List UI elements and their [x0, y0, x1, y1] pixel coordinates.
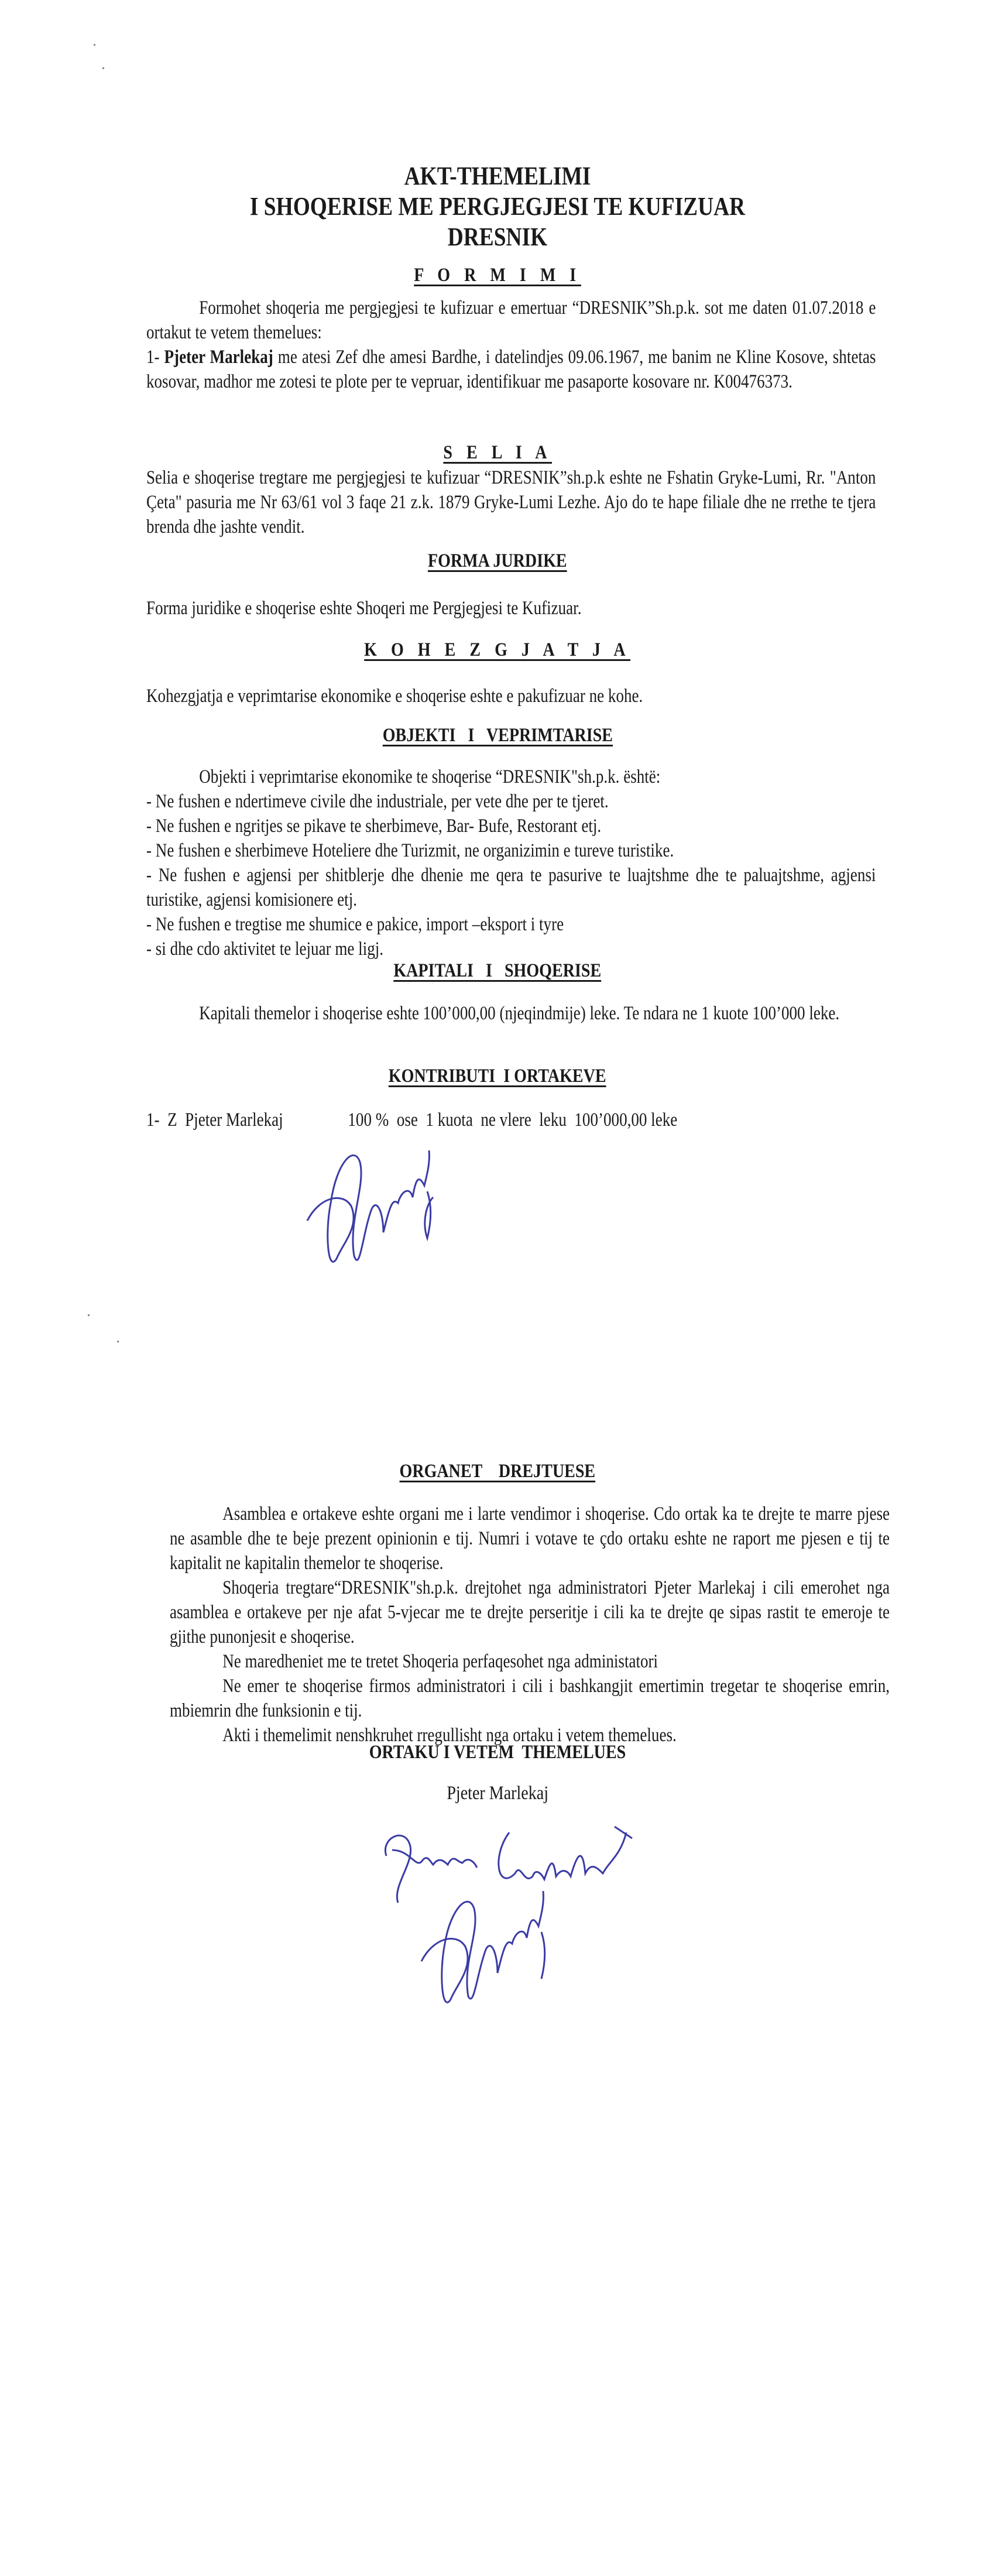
list-item: - Ne fushen e ngritjes se pikave te sherbimeve, Bar- Bufe, Restorant etj. [146, 816, 602, 837]
list-item: - Ne fushen e ndertimeve civile dhe industriale, per vete dhe per te tjeret. [146, 791, 609, 812]
section-heading-kapitali [0, 960, 995, 982]
document-title [75, 161, 921, 252]
section-heading-selia [0, 442, 995, 464]
heading-text: ORGANET DREJTUESE [399, 1461, 596, 1482]
section-heading-objekti [0, 725, 995, 746]
section-heading-organet [0, 1461, 995, 1482]
heading-text: KAPITALI I SHOQERISE [393, 960, 602, 981]
section-heading-kontributi [0, 1066, 995, 1087]
paragraph: Akti i themelimit nenshkruhet rregullisht nga ortaku i vetem themelues. [222, 1725, 677, 1746]
scan-speck [94, 44, 95, 46]
heading-text: F O R M I M I [414, 265, 581, 286]
heading-text: KONTRIBUTI I ORTAKEVE [389, 1066, 606, 1087]
contribution-row [146, 1108, 876, 1132]
heading-text: ORTAKU I VETEM THEMELUES [369, 1742, 626, 1763]
kapitali-text: Kapitali themelor i shoqerise eshte 100’000,00 (njeqindmije) leke. Te ndara ne 1 kuote 100’000 leke. [199, 1003, 840, 1024]
paragraph: Ne emer te shoqerise firmos administratori i cili i bashkangjit emertimin tregetar te shoqerise emrin, mbiemrin dhe funksionin e tij. [170, 1676, 890, 1721]
paragraph: Formohet shoqeria me pergjegjesi te kufizuar e emertuar “DRESNIK”Sh.p.k. sot me daten 01.07.2018 e ortakut te vetem themelues: [146, 297, 876, 343]
signature-initials [296, 1139, 448, 1273]
heading-text: OBJEKTI I VEPRIMTARISE [382, 725, 613, 746]
title-line: I SHOQERISE ME PERGJEGJESI TE KUFIZUAR [249, 192, 746, 221]
list-item: - Ne fushen e sherbimeve Hoteliere dhe Turizmit, ne organizimin e tureve turistike. [146, 840, 674, 861]
partner-name: 1- Z Pjeter Marlekaj [146, 1109, 283, 1131]
section-heading-kohezgjatja [0, 639, 995, 661]
list-item: - Ne fushen e tregtise me shumice e pakice, import –eksport i tyre [146, 914, 564, 935]
formimi-text [146, 296, 876, 394]
paragraph: Asamblea e ortakeve eshte organi me i larte vendimor i shoqerise. Cdo ortak ka te drejte te marre pjese ne asamble dhe te beje prezent opinionin e tij. Numri i votave te çdo ortaku eshte ne raport me pjesen e tij te kapitalit ne kapitalin themelor te shoqerise. [170, 1503, 890, 1574]
partner-share: 100 % ose 1 kuota ne vlere leku 100’000,00 leke [348, 1109, 678, 1131]
section-heading-formimi [0, 265, 995, 286]
kohezgjatja-text: Kohezgjatja e veprimtarise ekonomike e shoqerise eshte e pakufizuar ne kohe. [146, 686, 643, 707]
founder-paragraph: 1- Pjeter Marlekaj me atesi Zef dhe amesi Bardhe, i datelindjes 09.06.1967, me banim ne Kline Kosove, shtetas kosovar, madhor me zotesi te plote per te vepruar, identifikuar me pasaporte kosovare nr. K00476373. [146, 347, 876, 392]
heading-text: K O H E Z G J A T J A [364, 639, 631, 660]
paragraph: Shoqeria tregtare“DRESNIK"sh.p.k. drejtohet nga administratori Pjeter Marlekaj i cili emerohet nga asamblea e ortakeve per nje afat 5-vjecar me te drejte perseritje i cili ka te drejte qe sipas rastit te emeroje te gjithe punonjesit e shoqerise. [170, 1577, 890, 1647]
signatory-name [0, 1783, 995, 1804]
selia-text: Selia e shoqerise tregtare me pergjegjesi te kufizuar “DRESNIK”sh.p.k eshte ne Fshatin Gryke-Lumi, Rr. "Anton Çeta" pasuria me Nr 63/61 vol 3 faqe 21 z.k. 1879 Gryke-Lumi Lezhe. Ajo do te hape filiale dhe ne rrethe te tjera brenda dhe jashte vendit. [146, 467, 876, 537]
heading-text: FORMA JURDIKE [428, 550, 567, 571]
heading-text: S E L I A [443, 442, 552, 463]
signature [375, 1821, 644, 2008]
list-item: - Ne fushen e agjensi per shitblerje dhe dhenie me qera te pasurive te luajtshme dhe te paluajtshme, agjensi turistike, agjensi komisionere etj. [146, 865, 876, 910]
founder-name: Pjeter Marlekaj [164, 347, 273, 368]
company-name: DRESNIK [447, 222, 548, 251]
paragraph: Ne maredheniet me te tretet Shoqeria perfaqesohet nga administatori [222, 1651, 658, 1672]
scan-speck [102, 67, 104, 69]
signatory-heading [0, 1742, 995, 1763]
objekti-text [146, 765, 876, 961]
title-line: AKT-THEMELIMI [404, 162, 591, 190]
scan-speck [88, 1314, 90, 1316]
paragraph: Objekti i veprimtarise ekonomike te shoqerise “DRESNIK"sh.p.k. është: [199, 766, 661, 787]
section-heading-forma [0, 550, 995, 572]
scan-speck [117, 1341, 119, 1342]
organet-text [170, 1502, 890, 1748]
heading-text: Pjeter Marlekaj [447, 1783, 548, 1804]
list-item: - si dhe cdo aktivitet te lejuar me ligj. [146, 938, 384, 960]
forma-text: Forma juridike e shoqerise eshte Shoqeri me Pergjegjesi te Kufizuar. [146, 598, 582, 619]
